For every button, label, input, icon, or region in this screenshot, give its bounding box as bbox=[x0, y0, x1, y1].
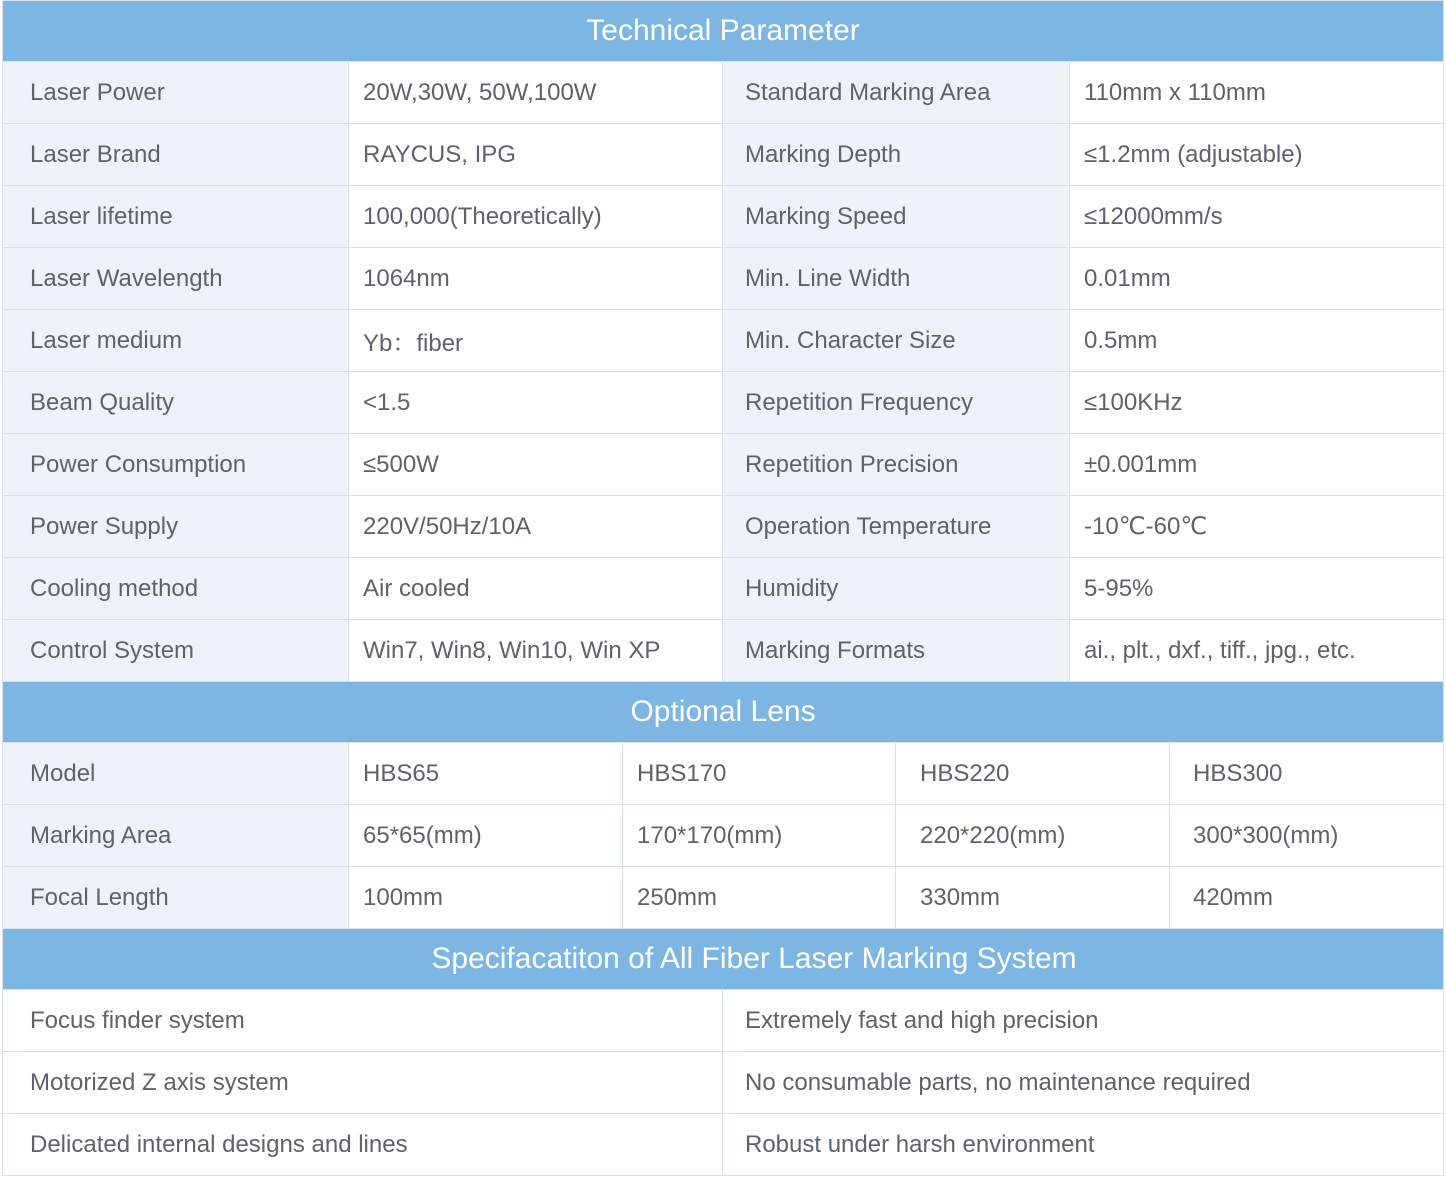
feature-item: Extremely fast and high precision bbox=[723, 990, 1444, 1052]
param-label: Cooling method bbox=[3, 558, 349, 620]
table-row bbox=[3, 248, 1444, 310]
lens-value: 250mm bbox=[623, 867, 896, 929]
param-value: 220V/50Hz/10A bbox=[349, 496, 723, 558]
feature-item: Robust under harsh environment bbox=[723, 1114, 1444, 1176]
param-value: ≤100KHz bbox=[1070, 372, 1444, 434]
param-label: Marking Formats bbox=[723, 620, 1070, 682]
lens-value: 100mm bbox=[349, 867, 623, 929]
param-label: Operation Temperature bbox=[723, 496, 1070, 558]
table-row bbox=[3, 805, 1444, 867]
param-value: -10℃-60℃ bbox=[1070, 496, 1444, 558]
feature-item: No consumable parts, no maintenance required bbox=[723, 1052, 1444, 1114]
param-value: RAYCUS, IPG bbox=[349, 124, 723, 186]
param-label: Power Supply bbox=[3, 496, 349, 558]
section-header-row bbox=[3, 1, 1444, 62]
lens-value: HBS65 bbox=[349, 743, 623, 805]
param-value: 0.01mm bbox=[1070, 248, 1444, 310]
param-label: Min. Line Width bbox=[723, 248, 1070, 310]
param-value: Win7, Win8, Win10, Win XP bbox=[349, 620, 723, 682]
param-value: <1.5 bbox=[349, 372, 723, 434]
technical-parameter-title: Technical Parameter bbox=[3, 1, 1444, 62]
table-row bbox=[3, 186, 1444, 248]
param-label: Min. Character Size bbox=[723, 310, 1070, 372]
feature-item: Focus finder system bbox=[3, 990, 723, 1052]
table-row bbox=[3, 1052, 1444, 1114]
table-row bbox=[3, 867, 1444, 929]
param-value: 20W,30W, 50W,100W bbox=[349, 62, 723, 124]
param-value: 100,000(Theoretically) bbox=[349, 186, 723, 248]
lens-label: Model bbox=[3, 743, 349, 805]
param-value: Yb：fiber bbox=[349, 310, 723, 372]
lens-value: 420mm bbox=[1170, 867, 1444, 929]
optional-lens-title: Optional Lens bbox=[3, 682, 1444, 743]
param-label: Laser Brand bbox=[3, 124, 349, 186]
table-row bbox=[3, 743, 1444, 805]
param-label: Power Consumption bbox=[3, 434, 349, 496]
param-label: Beam Quality bbox=[3, 372, 349, 434]
param-value: ai., plt., dxf., tiff., jpg., etc. bbox=[1070, 620, 1444, 682]
lens-value: 330mm bbox=[896, 867, 1170, 929]
param-value: Air cooled bbox=[349, 558, 723, 620]
feature-item: Motorized Z axis system bbox=[3, 1052, 723, 1114]
param-label: Laser Wavelength bbox=[3, 248, 349, 310]
param-value: ≤1.2mm (adjustable) bbox=[1070, 124, 1444, 186]
param-label: Laser Power bbox=[3, 62, 349, 124]
table-row bbox=[3, 496, 1444, 558]
table-row bbox=[3, 372, 1444, 434]
table-row bbox=[3, 620, 1444, 682]
lens-value: 170*170(mm) bbox=[623, 805, 896, 867]
param-value: ±0.001mm bbox=[1070, 434, 1444, 496]
param-label: Marking Depth bbox=[723, 124, 1070, 186]
param-label: Laser lifetime bbox=[3, 186, 349, 248]
section-header-row bbox=[3, 682, 1444, 743]
param-label: Control System bbox=[3, 620, 349, 682]
spec-sheet bbox=[2, 0, 1443, 1176]
table-row bbox=[3, 310, 1444, 372]
table-row bbox=[3, 124, 1444, 186]
param-label: Standard Marking Area bbox=[723, 62, 1070, 124]
lens-value: HBS170 bbox=[623, 743, 896, 805]
param-label: Marking Speed bbox=[723, 186, 1070, 248]
param-value: 5-95% bbox=[1070, 558, 1444, 620]
lens-value: 65*65(mm) bbox=[349, 805, 623, 867]
param-label: Humidity bbox=[723, 558, 1070, 620]
feature-item: Delicated internal designs and lines bbox=[3, 1114, 723, 1176]
specification-title: Specifacatiton of All Fiber Laser Marking System bbox=[3, 929, 1444, 990]
param-value: ≤12000mm/s bbox=[1070, 186, 1444, 248]
table-row bbox=[3, 62, 1444, 124]
param-label: Repetition Frequency bbox=[723, 372, 1070, 434]
param-value: 0.5mm bbox=[1070, 310, 1444, 372]
param-label: Laser medium bbox=[3, 310, 349, 372]
lens-label: Marking Area bbox=[3, 805, 349, 867]
parameter-table bbox=[2, 0, 1444, 1176]
table-row bbox=[3, 990, 1444, 1052]
lens-value: HBS300 bbox=[1170, 743, 1444, 805]
lens-label: Focal Length bbox=[3, 867, 349, 929]
lens-value: 300*300(mm) bbox=[1170, 805, 1444, 867]
param-label: Repetition Precision bbox=[723, 434, 1070, 496]
lens-value: HBS220 bbox=[896, 743, 1170, 805]
lens-value: 220*220(mm) bbox=[896, 805, 1170, 867]
param-value: 1064nm bbox=[349, 248, 723, 310]
table-row bbox=[3, 558, 1444, 620]
table-row bbox=[3, 1114, 1444, 1176]
param-value: 110mm x 110mm bbox=[1070, 62, 1444, 124]
param-value: ≤500W bbox=[349, 434, 723, 496]
table-row bbox=[3, 434, 1444, 496]
section-header-row bbox=[3, 929, 1444, 990]
